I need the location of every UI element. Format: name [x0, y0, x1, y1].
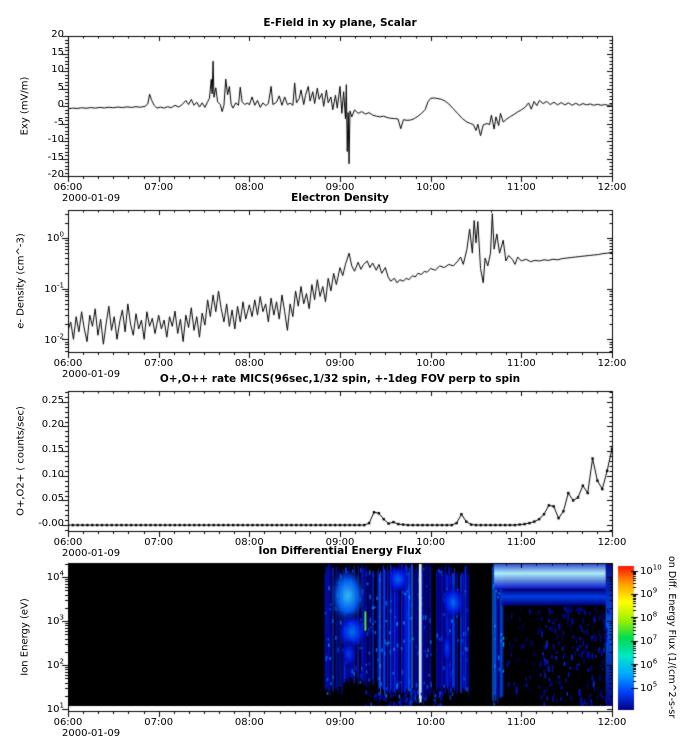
ion-rate-panel — [68, 391, 612, 531]
x-tick-label: 12:00 — [597, 182, 627, 193]
date-label: 2000-01-09 — [62, 548, 121, 559]
y-tick-label: 15 — [51, 46, 64, 58]
y-tick-label: 0 — [57, 99, 64, 110]
y-tick-label: 0.05 — [41, 493, 64, 505]
x-tick-label: 10:00 — [416, 537, 446, 548]
colorbar — [618, 566, 634, 710]
x-tick-label: 09:00 — [325, 182, 355, 193]
y-tick-label: $10^0$ — [46, 230, 64, 245]
x-tick-label: 09:00 — [325, 537, 355, 548]
y-tick-label: 0.15 — [41, 444, 64, 456]
x-tick-label: 06:00 — [53, 537, 83, 548]
x-tick-label: 10:00 — [416, 717, 446, 728]
x-tick-label: 07:00 — [144, 358, 174, 369]
colorbar-tick-label: $10^6$ — [640, 657, 658, 671]
x-tick-label: 11:00 — [506, 358, 536, 369]
x-tick-label: 09:00 — [325, 358, 355, 369]
y-axis-label-ion-rate: O+,O2+ ( counts/sec) — [15, 406, 27, 516]
y-tick-label: $10^{-2}$ — [44, 332, 64, 346]
date-label: 2000-01-09 — [62, 193, 121, 204]
ion-flux-spectrogram-panel — [68, 563, 612, 711]
y-tick-label: 0.20 — [41, 419, 64, 431]
electron-density-panel — [68, 210, 612, 352]
x-tick-label: 10:00 — [416, 182, 446, 193]
colorbar-tick-label: $10^5$ — [640, 680, 658, 694]
y-tick-label: 10 — [51, 64, 64, 75]
colorbar-tick-label: $10^{10}$ — [640, 563, 662, 577]
panel-title-ion-flux: Ion Differential Energy Flux — [258, 545, 422, 557]
date-label: 2000-01-09 — [62, 369, 121, 380]
colorbar-tick-label: $10^8$ — [640, 610, 658, 624]
colorbar-axis-label: on Diff. Energy Flux (1/(cm^2-s-sr — [666, 556, 677, 719]
y-axis-label-ion-energy: Ion Energy (eV) — [19, 598, 31, 676]
x-tick-label: 06:00 — [53, 358, 83, 369]
x-tick-label: 11:00 — [506, 182, 536, 193]
colorbar-tick-label: $10^9$ — [640, 587, 658, 601]
y-tick-label: -0.00 — [38, 518, 64, 530]
y-tick-label: 20 — [51, 29, 64, 40]
y-tick-label: $10^1$ — [46, 702, 64, 716]
y-tick-label: 0.25 — [41, 394, 64, 406]
efield-panel — [68, 36, 612, 176]
x-tick-label: 07:00 — [144, 182, 174, 193]
x-tick-label: 12:00 — [597, 358, 627, 369]
y-tick-label: $10^2$ — [46, 658, 64, 672]
y-tick-label: 0.10 — [41, 468, 64, 480]
x-tick-label: 12:00 — [597, 717, 627, 728]
x-tick-label: 08:00 — [234, 182, 264, 193]
panel-title-ion-rate: O+,O++ rate MICS(96sec,1/32 spin, +-1deg FOV perp to spin — [159, 373, 521, 385]
panel-title-efield: E-Field in xy plane, Scalar — [263, 17, 417, 29]
x-tick-label: 12:00 — [597, 537, 627, 548]
colorbar-tick-label: $10^7$ — [640, 633, 658, 648]
y-tick-label: -10 — [47, 134, 64, 145]
x-tick-label: 07:00 — [144, 717, 174, 728]
y-tick-label: -15 — [47, 151, 64, 163]
panel-title-electron-density: Electron Density — [291, 192, 389, 204]
y-tick-label: $10^3$ — [46, 614, 64, 628]
y-tick-label: -20 — [47, 169, 64, 180]
x-tick-label: 08:00 — [234, 717, 264, 728]
x-tick-label: 07:00 — [144, 537, 174, 548]
y-tick-label: 5 — [57, 81, 64, 93]
x-tick-label: 11:00 — [506, 537, 536, 548]
y-tick-label: -5 — [54, 116, 64, 128]
y-tick-label: $10^{-1}$ — [44, 281, 64, 295]
y-tick-label: $10^4$ — [46, 569, 64, 584]
x-tick-label: 08:00 — [234, 537, 264, 548]
y-axis-label-efield: Exy (mV/m) — [19, 76, 31, 136]
x-tick-label: 06:00 — [53, 182, 83, 193]
x-tick-label: 09:00 — [325, 717, 355, 728]
date-label: 2000-01-09 — [62, 728, 121, 739]
x-tick-label: 10:00 — [416, 358, 446, 369]
x-tick-label: 06:00 — [53, 717, 83, 728]
x-tick-label: 08:00 — [234, 358, 264, 369]
x-tick-label: 11:00 — [506, 717, 536, 728]
y-axis-label-electron-density: e- Density (cm^-3) — [15, 233, 27, 329]
